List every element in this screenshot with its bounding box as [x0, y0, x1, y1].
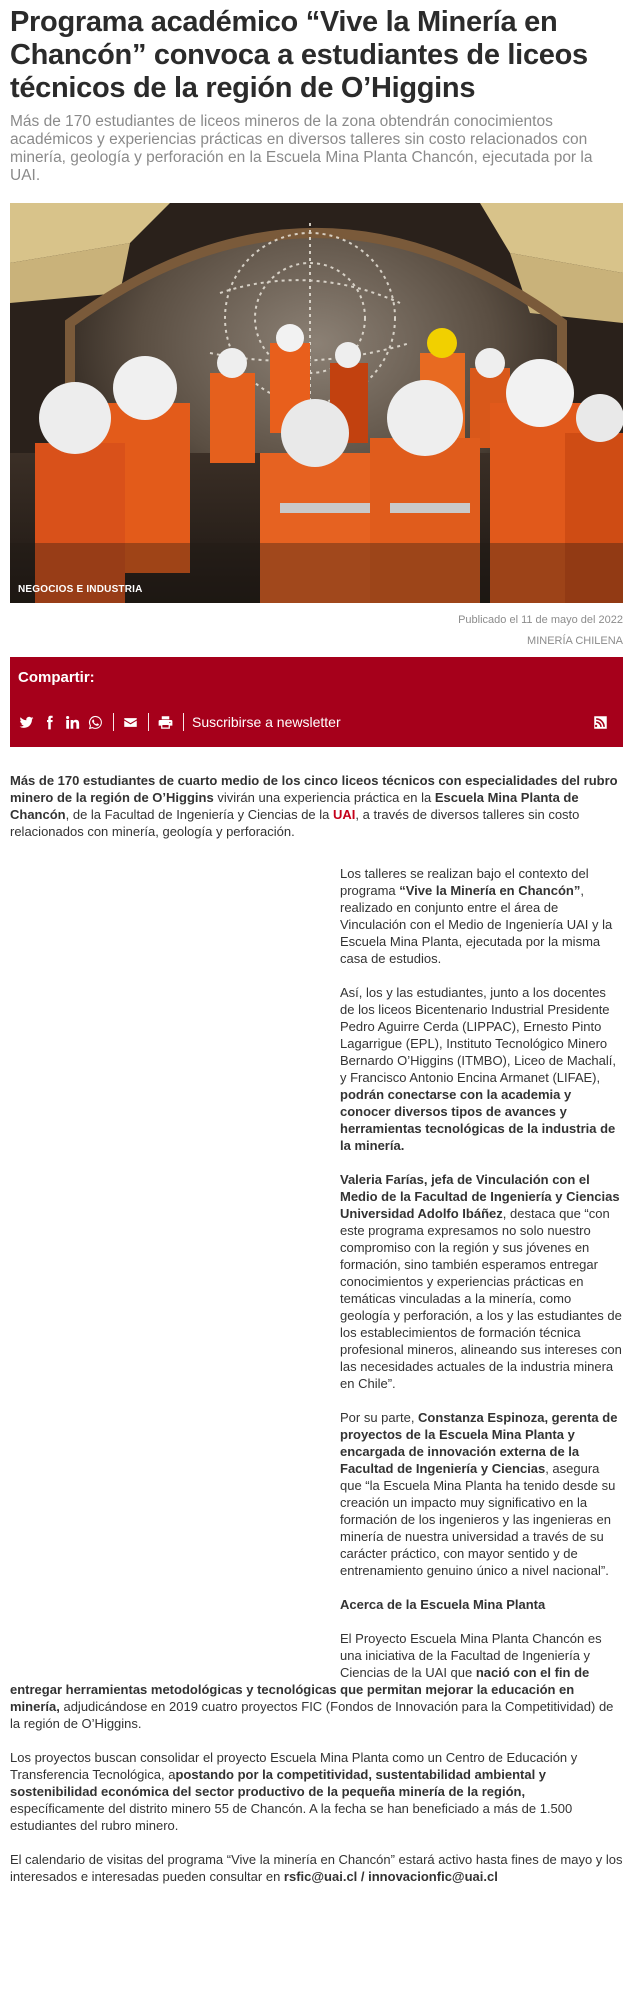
section-subhead: Acerca de la Escuela Mina Planta — [340, 1597, 546, 1612]
article-intro: Más de 170 estudiantes de cuarto medio de los cinco liceos técnicos con especialidades del rubro minero de la región de O’Higgins vivirán una experiencia práctica en la Escuela Mina Planta de Chancón, de la Facultad de Ingeniería y Ciencias de la UAI, a través de diversos talleres sin costo relacionados con minería, geología y perforación. — [10, 773, 618, 839]
email-icon[interactable] — [122, 714, 138, 730]
body-paragraph: entregar herramientas metodológicas y tecnológicas que permitan mejorar la educación en minería, adjudicándose en 2019 cuatro proyectos FIC (Fondos de Innovación para la Competitividad) de la región de O’Higgins. — [10, 1682, 614, 1731]
facebook-icon[interactable] — [41, 714, 57, 730]
article-body-full — [10, 1681, 623, 1885]
article-title: Programa académico “Vive la Minería en Chancón” convoca a estudiantes de liceos técnicos de la región de O’Higgins — [10, 6, 588, 104]
article-source: MINERÍA CHILENA — [527, 635, 623, 647]
image-category-tag[interactable]: NEGOCIOS E INDUSTRIA — [18, 584, 143, 595]
body-paragraph: El calendario de visitas del programa “Vive la minería en Chancón” estará activo hasta fines de mayo y los interesados e interesadas pueden consultar en rsfic@uai.cl / innovacionfic@uai.cl — [10, 1852, 623, 1884]
body-paragraph: Los talleres se realizan bajo el contexto del programa “Vive la Minería en Chancón”, realizado en conjunto entre el área de Vinculación con el Medio de Ingeniería UAI y la Escuela Mina Planta, ejecutada por la misma casa de estudios. — [340, 866, 613, 966]
publish-date: Publicado el 11 de mayo del 2022 — [458, 614, 623, 626]
hero-image — [10, 203, 623, 603]
article-meta — [10, 610, 623, 652]
mine-tunnel-photo — [10, 203, 623, 603]
article-body-column — [340, 865, 623, 1681]
share-divider — [183, 713, 184, 731]
rss-icon[interactable] — [592, 714, 608, 730]
body-paragraph: Por su parte, Constanza Espinoza, gerenta de proyectos de la Escuela Mina Planta y encargada de innovación externa de la Facultad de Ingeniería y Ciencias, asegura que “la Escuela Mina Planta ha tenido desde su creación un impacto muy significativo en la formación de los ingenieros y las ingenieras en minería de nuestra universidad a través de su carácter práctico, con mayor sentido y de entrenamiento genuino único a nivel nacional”. — [340, 1410, 618, 1578]
share-divider — [113, 713, 114, 731]
article-lead: Más de 170 estudiantes de liceos mineros de la zona obtendrán conocimientos académicos y experiencias prácticas en diversos talleres sin costo relacionados con minería, geología y perforación en la Escuela Mina Planta Chancón, ejecutada por la UAI. — [10, 113, 593, 184]
uai-link[interactable]: UAI — [333, 807, 356, 822]
newsletter-link[interactable]: Suscribirse a newsletter — [192, 714, 341, 730]
share-divider — [148, 713, 149, 731]
body-paragraph: El Proyecto Escuela Mina Planta Chancón es una iniciativa de la Facultad de Ingeniería y Ciencias de la UAI que nació con el fin de — [340, 1631, 602, 1680]
print-icon[interactable] — [157, 714, 173, 730]
share-icons-row — [18, 712, 615, 732]
share-bar — [10, 657, 623, 747]
linkedin-icon[interactable] — [64, 714, 80, 730]
whatsapp-icon[interactable] — [87, 714, 103, 730]
contact-emails[interactable]: rsfic@uai.cl / innovacionfic@uai.cl — [283, 1869, 498, 1884]
share-title: Compartir: — [18, 669, 95, 686]
body-paragraph: Valeria Farías, jefa de Vinculación con el Medio de la Facultad de Ingeniería y Ciencias Universidad Adolfo Ibáñez, destaca que “con este programa expresamos no solo nuestro compromiso con la región y sus jóvenes en formación, sino también esperamos entregar conocimientos y experiencias prácticas en temáticas vinculadas a la minería, como geología y perforación, a los y las estudiantes de los establecimientos de formación técnica profesional mineros, alineando sus intereses con las necesidades actuales de la industria minera en Chile”. — [340, 1172, 622, 1391]
body-paragraph: Los proyectos buscan consolidar el proyecto Escuela Mina Planta como un Centro de Educación y Transferencia Tecnológica, apostando por la competitividad, sustentabilidad ambiental y sostenibilidad económica del sector productivo de la pequeña minería de la región, específicamente del distrito minero 55 de Chancón. A la fecha se han beneficiado a más de 1.500 estudiantes del rubro minero. — [10, 1750, 578, 1833]
twitter-icon[interactable] — [18, 714, 34, 730]
body-paragraph: Así, los y las estudiantes, junto a los docentes de los liceos Bicentenario Industrial Presidente Pedro Aguirre Cerda (LIPPAC), Ernesto Pinto Lagarrigue (EPL), Instituto Tecnológico Minero Bernardo O’Higgins (ITMBO), Liceo de Machalí, y Francisco Antonio Encina Armanet (LIFAE), podrán conectarse con la academia y conocer diversos tipos de avances y herramientas tecnológicas de la industria de la minería. — [340, 985, 616, 1153]
